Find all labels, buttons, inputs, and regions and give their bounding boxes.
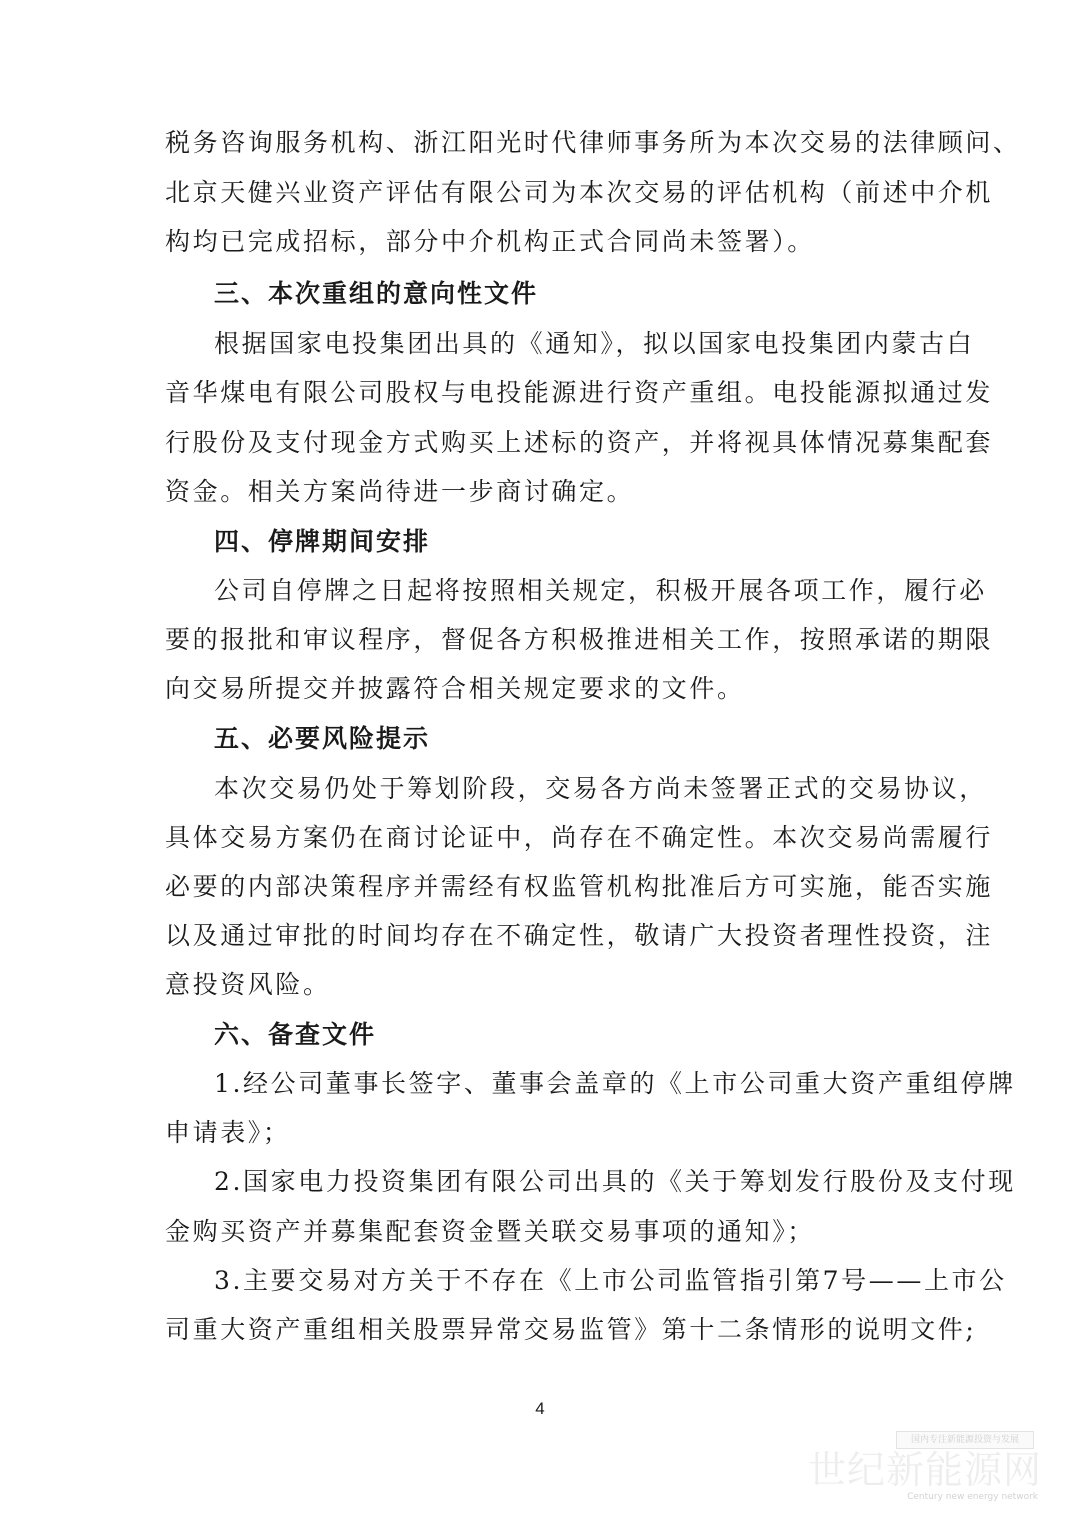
- paragraph-line: 必要的内部决策程序并需经有权监管机构批准后方可实施，能否实施: [165, 872, 994, 901]
- watermark-subtitle: Century new energy network: [907, 1492, 1038, 1502]
- paragraph-line: 根据国家电投集团出具的《通知》，拟以国家电投集团内蒙古白: [214, 329, 975, 358]
- watermark-tagline: 国内专注新能源投资与发展: [896, 1431, 1034, 1449]
- list-item-line: 金购买资产并募集配套资金暨关联交易事项的通知》；: [165, 1217, 815, 1246]
- list-item-line: 司重大资产重组相关股票异常交易监管》第十二条情形的说明文件;: [165, 1315, 977, 1344]
- paragraph-line: 构均已完成招标，部分中介机构正式合同尚未签署）。: [165, 227, 815, 256]
- paragraph-line: 税务咨询服务机构、浙江阳光时代律师事务所为本次交易的法律顾问、: [165, 128, 1021, 157]
- list-item-line: 申请表》；: [165, 1118, 291, 1147]
- paragraph-line: 具体交易方案仍在商讨论证中，尚存在不确定性。本次交易尚需履行: [165, 823, 994, 852]
- paragraph-line: 公司自停牌之日起将按照相关规定，积极开展各项工作，履行必: [214, 576, 987, 605]
- paragraph-line: 以及通过审批的时间均存在不确定性，敬请广大投资者理性投资，注: [165, 921, 994, 950]
- watermark-title: 世纪新能源网: [807, 1448, 1042, 1492]
- paragraph-line: 资金。相关方案尚待进一步商讨确定。: [165, 477, 635, 506]
- paragraph-line: 行股份及支付现金方式购买上述标的资产，并将视具体情况募集配套: [165, 428, 994, 457]
- watermark-logo: [807, 1431, 1042, 1511]
- list-item-line: 1.经公司董事长签字、董事会盖章的《上市公司重大资产重组停牌: [214, 1069, 1016, 1098]
- list-item-line: 2.国家电力投资集团有限公司出具的《关于筹划发行股份及支付现: [214, 1167, 1016, 1196]
- list-item-line: 3.主要交易对方关于不存在《上市公司监管指引第7号——上市公: [214, 1266, 1007, 1295]
- section-heading-6: 六、备查文件: [214, 1020, 377, 1049]
- section-heading-3: 三、本次重组的意向性文件: [214, 279, 539, 308]
- section-heading-4: 四、停牌期间安排: [214, 527, 431, 556]
- paragraph-line: 音华煤电有限公司股权与电投能源进行资产重组。电投能源拟通过发: [165, 378, 994, 407]
- paragraph-line: 向交易所提交并披露符合相关规定要求的文件。: [165, 674, 745, 703]
- paragraph-line: 北京天健兴业资产评估有限公司为本次交易的评估机构（前述中介机: [165, 178, 994, 207]
- paragraph-line: 本次交易仍处于筹划阶段，交易各方尚未签署正式的交易协议，: [214, 774, 987, 803]
- paragraph-line: 意投资风险。: [165, 970, 331, 999]
- section-heading-5: 五、必要风险提示: [214, 724, 431, 753]
- paragraph-line: 要的报批和审议程序，督促各方积极推进相关工作，按照承诺的期限: [165, 625, 994, 654]
- page-number: 4: [535, 1399, 545, 1418]
